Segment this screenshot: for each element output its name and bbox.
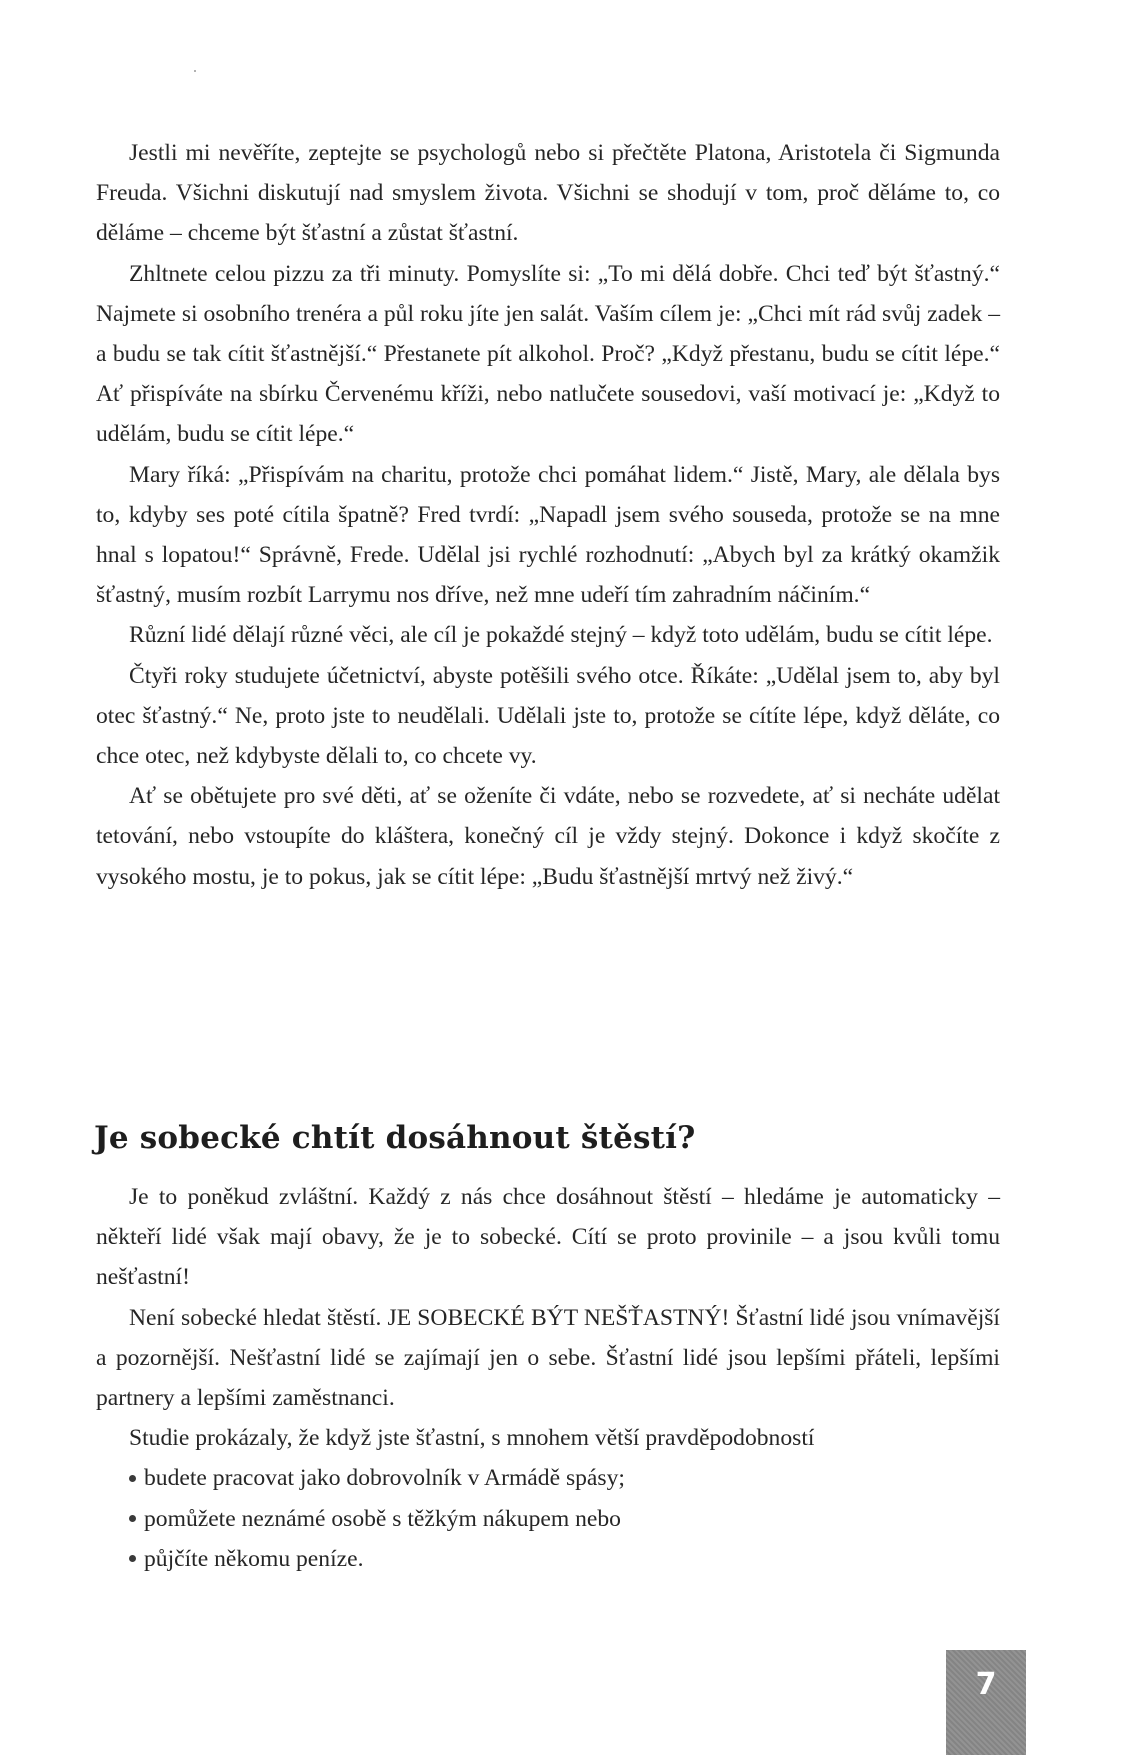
paragraph: Ať se obětujete pro své děti, ať se oženíte či vdáte, nebo se rozvedete, ať si necháte udělat tetování, nebo vstoupíte do kláštera, konečný cíl je vždy stejný. Dokonce i když skočíte z vysokého mostu, je to pokus, jak se cítit lépe: „Budu šťastnější mrtvý než živý.“ [96,783,1000,890]
bullet-list [96,1458,1000,1579]
page-number: 7 [946,1650,1026,1755]
paragraph: Čtyři roky studujete účetnictví, abyste potěšili svého otce. Říkáte: „Udělal jsem to, aby byl otec šťastný.“ Ne, proto jste to neudělali. Udělali jste to, protože se cítíte lépe, když děláte, co chce otec, než kdybyste dělali to, co chcete vy. [96,662,1000,770]
paragraph: Různí lidé dělají různé věci, ale cíl je pokaždé stejný – když toto udělám, budu se cítit lépe. [129,622,993,649]
list-item [96,1458,1000,1498]
list-item [96,1539,1000,1579]
list-item-text: půjčíte někomu peníze. [144,1545,364,1572]
section-heading: Je sobecké chtít dosáhnout štěstí? [94,1120,696,1156]
paragraph: Mary říká: „Přispívám na charitu, protože chci pomáhat lidem.“ Jistě, Mary, ale dělala bys to, kdyby ses poté cítila špatně? Fred tvrdí: „Napadl jsem svého souseda, protože se na mne hnal s lopatou!“ Správně, Frede. Udělal jsi rychlé rozhodnutí: „Abych byl za krátký okamžik šťastný, musím rozbít Larrymu nos dříve, než mne udeří tím zahradním náčiním.“ [96,461,1000,609]
paragraph: Zhltnete celou pizzu za tři minuty. Pomyslíte si: „To mi dělá dobře. Chci teď být šťastný.“ Najmete si osobního trenéra a půl roku jíte jen salát. Vaším cílem je: „Chci mít rád svůj zadek – a budu se tak cítit šťastnější.“ Přestanete pít alkohol. Proč? „Když přestanu, budu se cítit lépe.“ Ať přispíváte na sbírku Červenému kříži, nebo natlučete sousedovi, vaší motivací je: „Když to udělám, budu se cítit lépe.“ [96,260,1000,448]
body-text [96,133,1000,897]
scan-speck [194,70,196,72]
paragraph: Studie prokázaly, že když jste šťastní, s mnohem větší pravděpodobností [129,1425,815,1452]
bullet-icon [129,1475,136,1482]
paragraph: Není sobecké hledat štěstí. JE SOBECKÉ BÝT NEŠŤASTNÝ! Šťastní lidé jsou vnímavější a pozornější. Nešťastní lidé se zajímají jen o sebe. Šťastní lidé jsou lepšími přáteli, lepšími partnery a lepšími zaměstnanci. [96,1304,1000,1412]
list-item-text: pomůžete neznámé osobě s těžkým nákupem nebo [144,1505,621,1532]
list-item [96,1499,1000,1539]
bullet-icon [129,1515,136,1522]
bullet-icon [129,1555,136,1562]
paragraph: Jestli mi nevěříte, zeptejte se psychologů nebo si přečtěte Platona, Aristotela či Sigmunda Freuda. Všichni diskutují nad smyslem života. Všichni se shodují v tom, proč děláme to, co děláme – chceme být šťastní a zůstat šťastní. [96,140,1000,247]
list-item-text: budete pracovat jako dobrovolník v Armádě spásy; [144,1465,625,1492]
paragraph: Je to poněkud zvláštní. Každý z nás chce dosáhnout štěstí – hledáme je automaticky – někteří lidé však mají obavy, že je to sobecké. Cítí se proto provinile – a jsou kvůli tomu nešťastní! [96,1184,1000,1291]
section-text [96,1177,1000,1579]
